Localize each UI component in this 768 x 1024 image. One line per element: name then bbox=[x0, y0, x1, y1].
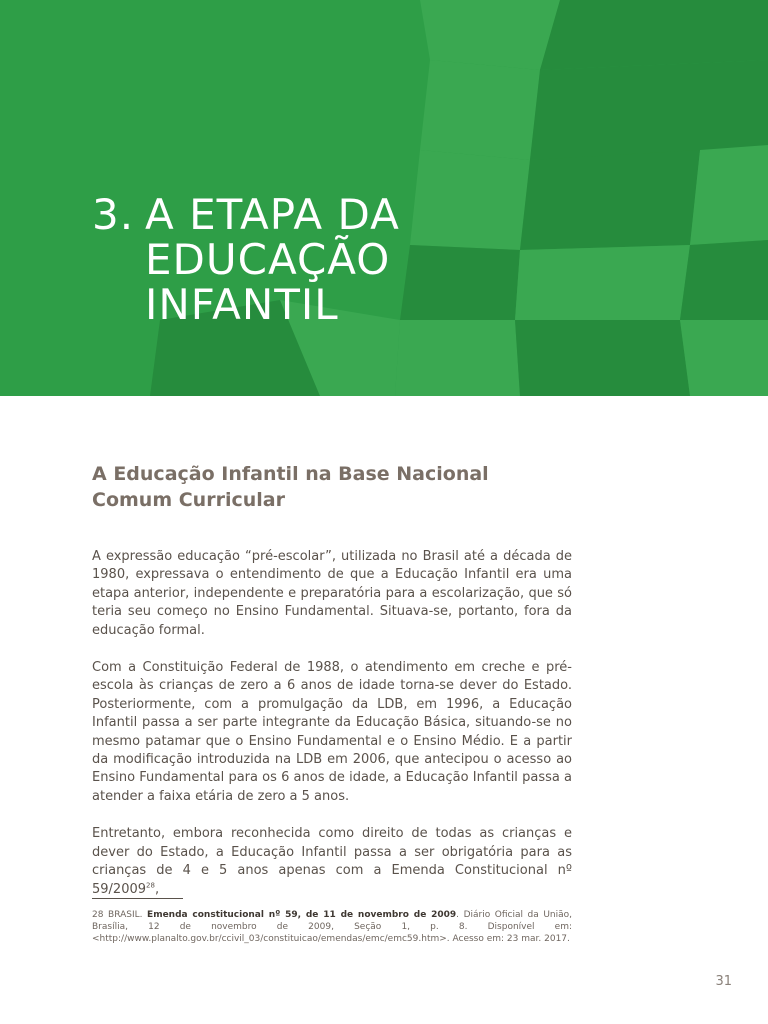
cube-face bbox=[400, 245, 520, 320]
chapter-title-line bbox=[92, 192, 400, 237]
section-heading: A Educação Infantil na Base Nacional Comum Curricular bbox=[92, 463, 489, 511]
cube-face bbox=[680, 240, 768, 320]
paragraph bbox=[92, 825, 572, 899]
paragraph: A expressão educação “pré-escolar”, utilizada no Brasil até a década de 1980, expressava o entendimento de que a Educação Infantil era uma etapa anterior, independente e preparatória para a escolarização, que só teria seu começo no Ensino Fundamental. Situava-se, portanto, fora da educação formal. bbox=[92, 549, 572, 638]
cube-face bbox=[395, 320, 520, 396]
cube-face bbox=[420, 60, 540, 160]
cube-face bbox=[515, 320, 690, 396]
body-text bbox=[92, 548, 572, 918]
chapter-title-text: EDUCAÇÃO bbox=[145, 235, 391, 284]
cube-face bbox=[680, 320, 768, 396]
chapter-title bbox=[92, 192, 400, 327]
paragraph-end: , bbox=[154, 881, 160, 897]
footnote-author: BRASIL. bbox=[108, 910, 143, 920]
cube-face bbox=[690, 145, 768, 245]
footnote-citation: . Diário Oficial da União, Brasília, 12 de novembro de 2009, Seção 1, p. 8. Disponível em: <http://www.planalto.gov.br/ccivil_03/constituicao/emendas/emc/emc59.htm>. Acesso em: 23 mar. 2017. bbox=[92, 910, 572, 945]
footnote bbox=[92, 909, 572, 946]
footnote-reference[interactable]: 28 bbox=[146, 881, 155, 890]
cube-face bbox=[515, 245, 690, 320]
paragraph-text: Entretanto, embora reconhecida como direito de todas as crianças e dever do Estado, a Educação Infantil passa a ser obrigatória para as crianças de 4 e 5 anos apenas com a Emenda Constitucional nº 59/2009 bbox=[92, 826, 572, 897]
cube-face bbox=[410, 150, 530, 250]
chapter-title-line bbox=[92, 237, 400, 282]
paragraph: Com a Constituição Federal de 1988, o atendimento em creche e pré-escola às crianças de zero a 6 anos de idade torna-se dever do Estado. Posteriormente, com a promulgação da LDB, em 1996, a Educação Infantil passa a ser parte integrante da Educação Básica, situando-se no mesmo patamar que o Ensino Fundamental e o Ensino Médio. E a partir da modificação introduzida na LDB em 2006, que antecipou o acesso ao Ensino Fundamental para os 6 anos de idade, a Educação Infantil passa a atender a faixa etária de zero a 5 anos. bbox=[92, 660, 572, 804]
chapter-title-text: A ETAPA DA bbox=[145, 190, 400, 239]
chapter-number: 3. bbox=[92, 190, 135, 239]
cube-face bbox=[540, 0, 768, 70]
page-number: 31 bbox=[715, 974, 732, 989]
cube-face bbox=[420, 0, 560, 70]
footnote-title: Emenda constitucional nº 59, de 11 de novembro de 2009 bbox=[147, 910, 457, 920]
footnote-number: 28 bbox=[92, 910, 104, 920]
chapter-title-line bbox=[92, 282, 400, 327]
chapter-title-text: INFANTIL bbox=[145, 280, 339, 329]
footnote-divider bbox=[92, 898, 183, 899]
cube-face bbox=[520, 150, 700, 250]
cube-face bbox=[530, 60, 768, 160]
chapter-banner bbox=[0, 0, 768, 396]
